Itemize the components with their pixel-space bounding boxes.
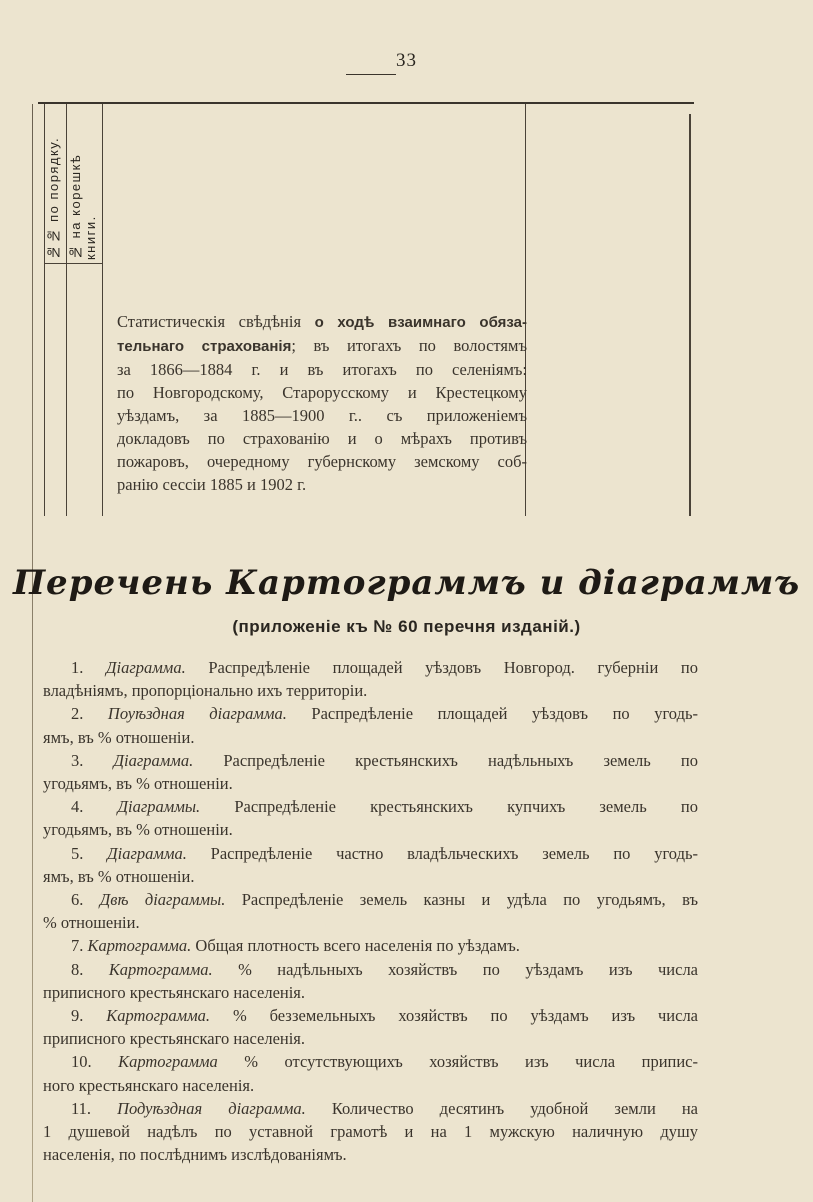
entry-text: за 1866—1884 г. и въ итогахъ по селеніямъ: xyxy=(117,360,527,379)
list-item-text: % отношеніи. xyxy=(43,913,140,933)
list-item-text: % надѣльныхъ хозяйствъ по уѣздамъ изъ числа xyxy=(212,959,698,979)
list-item-line xyxy=(43,934,698,957)
list-item-text: ямъ, въ % отношеніи. xyxy=(43,727,195,747)
entry-text: ранію сессіи 1885 и 1902 г. xyxy=(117,475,307,494)
list-item-text: Распредѣленіе крестьянскихъ купчихъ земель по xyxy=(200,797,698,817)
list-item-kind: Діаграмма. xyxy=(106,658,186,677)
entry-text: уѣздамъ, за 1885—1900 г.. съ приложеніемъ xyxy=(117,406,527,425)
list-item-line xyxy=(43,749,698,772)
table-col-line xyxy=(66,104,67,516)
entry-bold-text: о ходѣ взаимнаго обяза- xyxy=(314,314,527,331)
header-underline xyxy=(44,263,102,264)
list-item-kind: Картограмма. xyxy=(108,959,213,979)
page-margin-line xyxy=(32,104,33,1202)
list-item-text: Распредѣленіе частно владѣльческихъ земель по угодь- xyxy=(186,843,699,863)
list-item-line xyxy=(43,958,698,981)
list-item-line xyxy=(43,1120,698,1143)
list-item-line xyxy=(43,656,698,679)
list-item-line xyxy=(43,1143,698,1166)
list-item-line xyxy=(43,1027,698,1050)
table-col-line xyxy=(44,104,45,516)
list-item-number: 8. xyxy=(71,959,109,979)
list-item-text: приписного крестьянскаго населенія. xyxy=(43,1029,306,1049)
page-number: 33 xyxy=(396,50,417,71)
list-item-text: Распредѣленіе земель казны и удѣла по угодьямъ, въ xyxy=(225,890,698,910)
list-item-kind: Подуѣздная діаграмма. xyxy=(117,1098,306,1118)
list-item-line xyxy=(43,865,698,888)
list-item-text: % отсутствующихъ хозяйствъ изъ числа припис- xyxy=(217,1052,699,1072)
entry-line xyxy=(117,404,527,427)
entry-text: по Новгородскому, Старорусскому и Крестецкому xyxy=(117,383,527,402)
list-item-line xyxy=(43,679,698,702)
list-item-number: 4. xyxy=(71,797,118,817)
list-item-text: ямъ, въ % отношеніи. xyxy=(43,866,195,886)
entry-line xyxy=(117,310,527,334)
entry-line xyxy=(117,450,527,473)
list-item-text: Распредѣленіе площадей уѣздовъ Новгород. губерніи по xyxy=(185,658,698,677)
table-top-rule xyxy=(38,102,694,104)
list-item-text: Количество десятинъ удобной земли на xyxy=(305,1098,698,1118)
section-subtitle: (приложеніе къ № 60 перечня изданій.) xyxy=(232,617,581,636)
list-item-line xyxy=(43,726,698,749)
list-item-number: 3. xyxy=(71,750,114,770)
entry-text: докладовъ по страхованію и о мѣрахъ противъ xyxy=(117,429,527,448)
table-col-line xyxy=(689,114,691,516)
list-item-kind: Діаграммы. xyxy=(117,797,201,817)
entry-line xyxy=(117,381,527,404)
list-item-text: угодьямъ, въ % отношеніи. xyxy=(43,820,233,840)
table-entry-description xyxy=(117,310,527,496)
entry-line xyxy=(117,427,527,450)
list-item-number: 10. xyxy=(71,1052,119,1072)
list-item-line xyxy=(43,818,698,841)
list-item-kind: Діаграмма. xyxy=(113,750,194,770)
list-item-number: 2. xyxy=(71,704,108,724)
list-item-text: Распредѣленіе площадей уѣздовъ по угодь- xyxy=(286,704,698,724)
list-item-kind: Діаграмма. xyxy=(107,843,187,863)
list-item-line xyxy=(43,981,698,1004)
list-item-line xyxy=(43,1097,698,1120)
list-item-line xyxy=(43,842,698,865)
entry-bold-text: тельнаго страхованія xyxy=(117,338,292,355)
list-item-number: 1. xyxy=(71,658,106,677)
list-item-kind: Поуѣздная діаграмма. xyxy=(107,704,287,724)
list-item-line xyxy=(43,1004,698,1027)
entry-line xyxy=(117,473,527,496)
list-item-text: приписного крестьянскаго населенія. xyxy=(43,982,306,1002)
list-item-line xyxy=(43,1050,698,1073)
list-item-text: % безземельныхъ хозяйствъ по уѣздамъ изъ числа xyxy=(210,1006,699,1026)
list-item-line xyxy=(43,1074,698,1097)
table-header-order-number: №№ по порядку. xyxy=(46,136,61,260)
list-item-text: 1 душевой надѣлъ по уставной грамотѣ и на 1 мужскую наличную душу xyxy=(43,1122,698,1142)
entry-line xyxy=(117,358,527,381)
list-item-number: 7. xyxy=(71,936,88,956)
list-item-text: Общая плотность всего населенія по уѣздамъ. xyxy=(191,936,520,956)
list-item-text: угодьямъ, въ % отношеніи. xyxy=(43,774,233,794)
list-item-line xyxy=(43,795,698,818)
list-item-kind: Картограмма. xyxy=(106,1006,211,1026)
list-item-number: 5. xyxy=(71,843,108,863)
page-number-rule xyxy=(346,74,396,75)
list-item-line xyxy=(43,888,698,911)
list-item-text: населенія, по послѣднимъ изслѣдованіямъ. xyxy=(43,1145,347,1165)
diagram-list xyxy=(43,656,698,1166)
list-item-line xyxy=(43,911,698,934)
list-item-kind: Картограмма xyxy=(118,1052,218,1072)
entry-text: Статистическія свѣдѣнія xyxy=(117,312,315,331)
list-item-number: 11. xyxy=(71,1098,118,1118)
list-item-text: ного крестьянскаго населенія. xyxy=(43,1075,255,1095)
list-item-text: Распредѣленіе крестьянскихъ надѣльныхъ земель по xyxy=(193,750,698,770)
table-col-line xyxy=(102,104,103,516)
entry-text: пожаровъ, очередному губернскому земскому соб- xyxy=(117,452,527,471)
entry-text: ; въ итогахъ по волостямъ xyxy=(291,336,527,355)
entry-line xyxy=(117,334,527,358)
list-item-kind: Картограмма. xyxy=(87,936,192,956)
list-item-text: владѣніямъ, пропорціонально ихъ территоріи. xyxy=(43,681,368,701)
section-title: Перечень Картограммъ и діаграммъ xyxy=(12,563,801,603)
list-item-line xyxy=(43,772,698,795)
list-item-number: 6. xyxy=(71,890,100,910)
list-item-number: 9. xyxy=(71,1006,107,1026)
list-item-line xyxy=(43,702,698,725)
table-header-stub-number: № на корешкѣ книги. xyxy=(68,153,98,260)
list-item-kind: Двѣ діаграммы. xyxy=(99,890,226,910)
